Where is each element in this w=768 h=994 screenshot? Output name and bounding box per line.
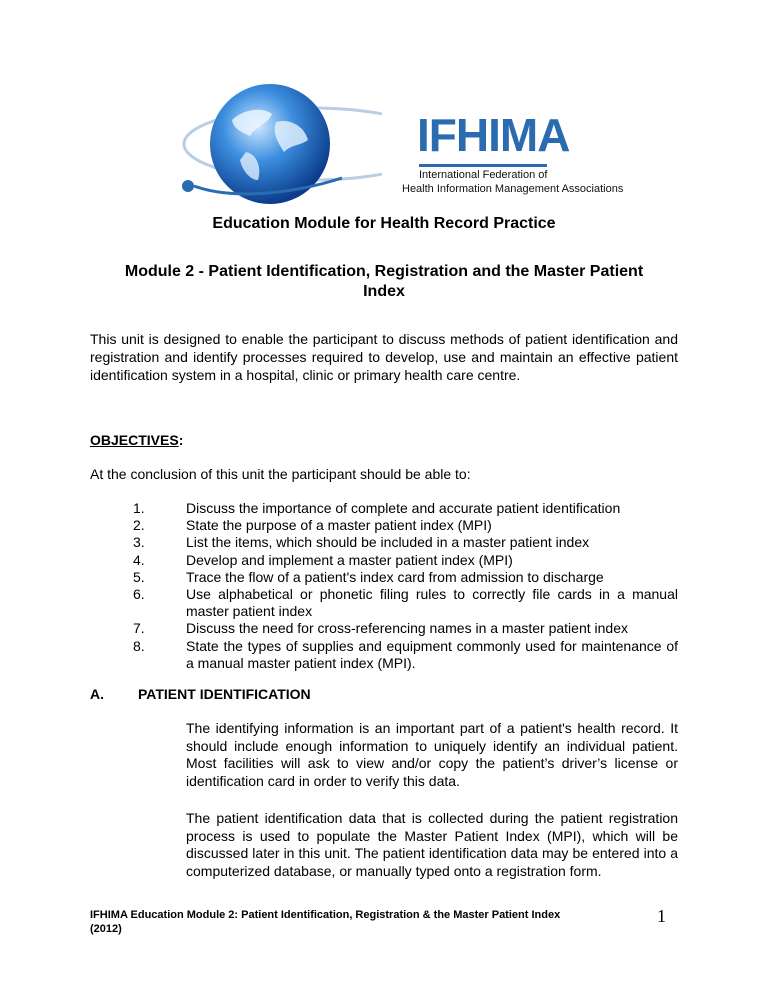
list-item-number: 8. [133, 637, 145, 654]
list-item-text: State the purpose of a master patient index (MPI) [186, 517, 492, 534]
module-title: Module 2 - Patient Identification, Registration and the Master Patient Index [124, 263, 644, 300]
list-item-text: Discuss the need for cross-referencing names in a master patient index [186, 620, 628, 637]
list-item-number: 2. [133, 517, 145, 534]
section-a-paragraph-2: The patient identification data that is collected during the patient registration process is used to populate the Master Patient Index (MPI), which will be discussed later in this unit. The patient identification data may be entered into a computerized database, or manually typed onto a registration form. [186, 810, 678, 879]
list-item-number: 3. [133, 534, 145, 551]
logo-rule [419, 164, 547, 167]
page-number: 1 [657, 906, 666, 926]
section-a-heading [90, 686, 311, 702]
list-item-text: List the items, which should be included in a master patient index [186, 534, 590, 551]
section-a-title: PATIENT IDENTIFICATION [138, 686, 311, 702]
list-item [133, 569, 678, 586]
section-a-letter: A. [90, 686, 104, 702]
list-item-number: 5. [133, 568, 145, 585]
list-item-number: 1. [133, 500, 145, 516]
logo-subtitle-line1: International Federation of [419, 169, 548, 181]
intro-paragraph: This unit is designed to enable the participant to discuss methods of patient identification and registration and identify processes required to develop, use and maintain an effective patient identification system in a hospital, clinic or primary health care centre. [90, 331, 678, 383]
list-item [133, 500, 678, 517]
ifhima-logo [172, 82, 624, 212]
logo-wordmark: IFHIMA [417, 109, 570, 161]
list-item [133, 586, 678, 620]
logo-subtitle-line2: Health Information Management Associations [402, 183, 624, 195]
list-item-number: 7. [133, 620, 145, 637]
objectives-colon: : [178, 432, 184, 448]
objectives-heading-text: OBJECTIVES [90, 432, 179, 448]
list-item [133, 620, 678, 637]
list-item-text: Develop and implement a master patient index (MPI) [186, 551, 513, 568]
list-item-text: Discuss the importance of complete and accurate patient identification [186, 500, 621, 516]
objectives-heading [90, 432, 183, 448]
list-item-text: State the types of supplies and equipment commonly used for maintenance of a manual master patient index (MPI). [186, 637, 678, 671]
list-item-number: 6. [133, 586, 145, 603]
list-item [133, 534, 678, 551]
objectives-lead: At the conclusion of this unit the participant should be able to: [90, 466, 471, 482]
list-item [133, 517, 678, 534]
list-item-number: 4. [133, 551, 145, 568]
objectives-list [133, 500, 678, 672]
list-item [133, 552, 678, 569]
page-footer: IFHIMA Education Module 2: Patient Identification, Registration & the Master Patient Index (2012) [90, 909, 561, 935]
section-a-paragraph-1: The identifying information is an important part of a patient's health record. It should include enough information to uniquely identify an individual patient. Most facilities will ask to view and/or copy the patient’s driver’s license or identification card in order to verify this data. [186, 720, 678, 789]
list-item-text: Trace the flow of a patient's index card from admission to discharge [186, 568, 604, 585]
list-item-text: Use alphabetical or phonetic filing rules to correctly file cards in a manual master patient index [186, 586, 678, 620]
document-title: Education Module for Health Record Practice [212, 215, 556, 232]
list-item [133, 638, 678, 672]
